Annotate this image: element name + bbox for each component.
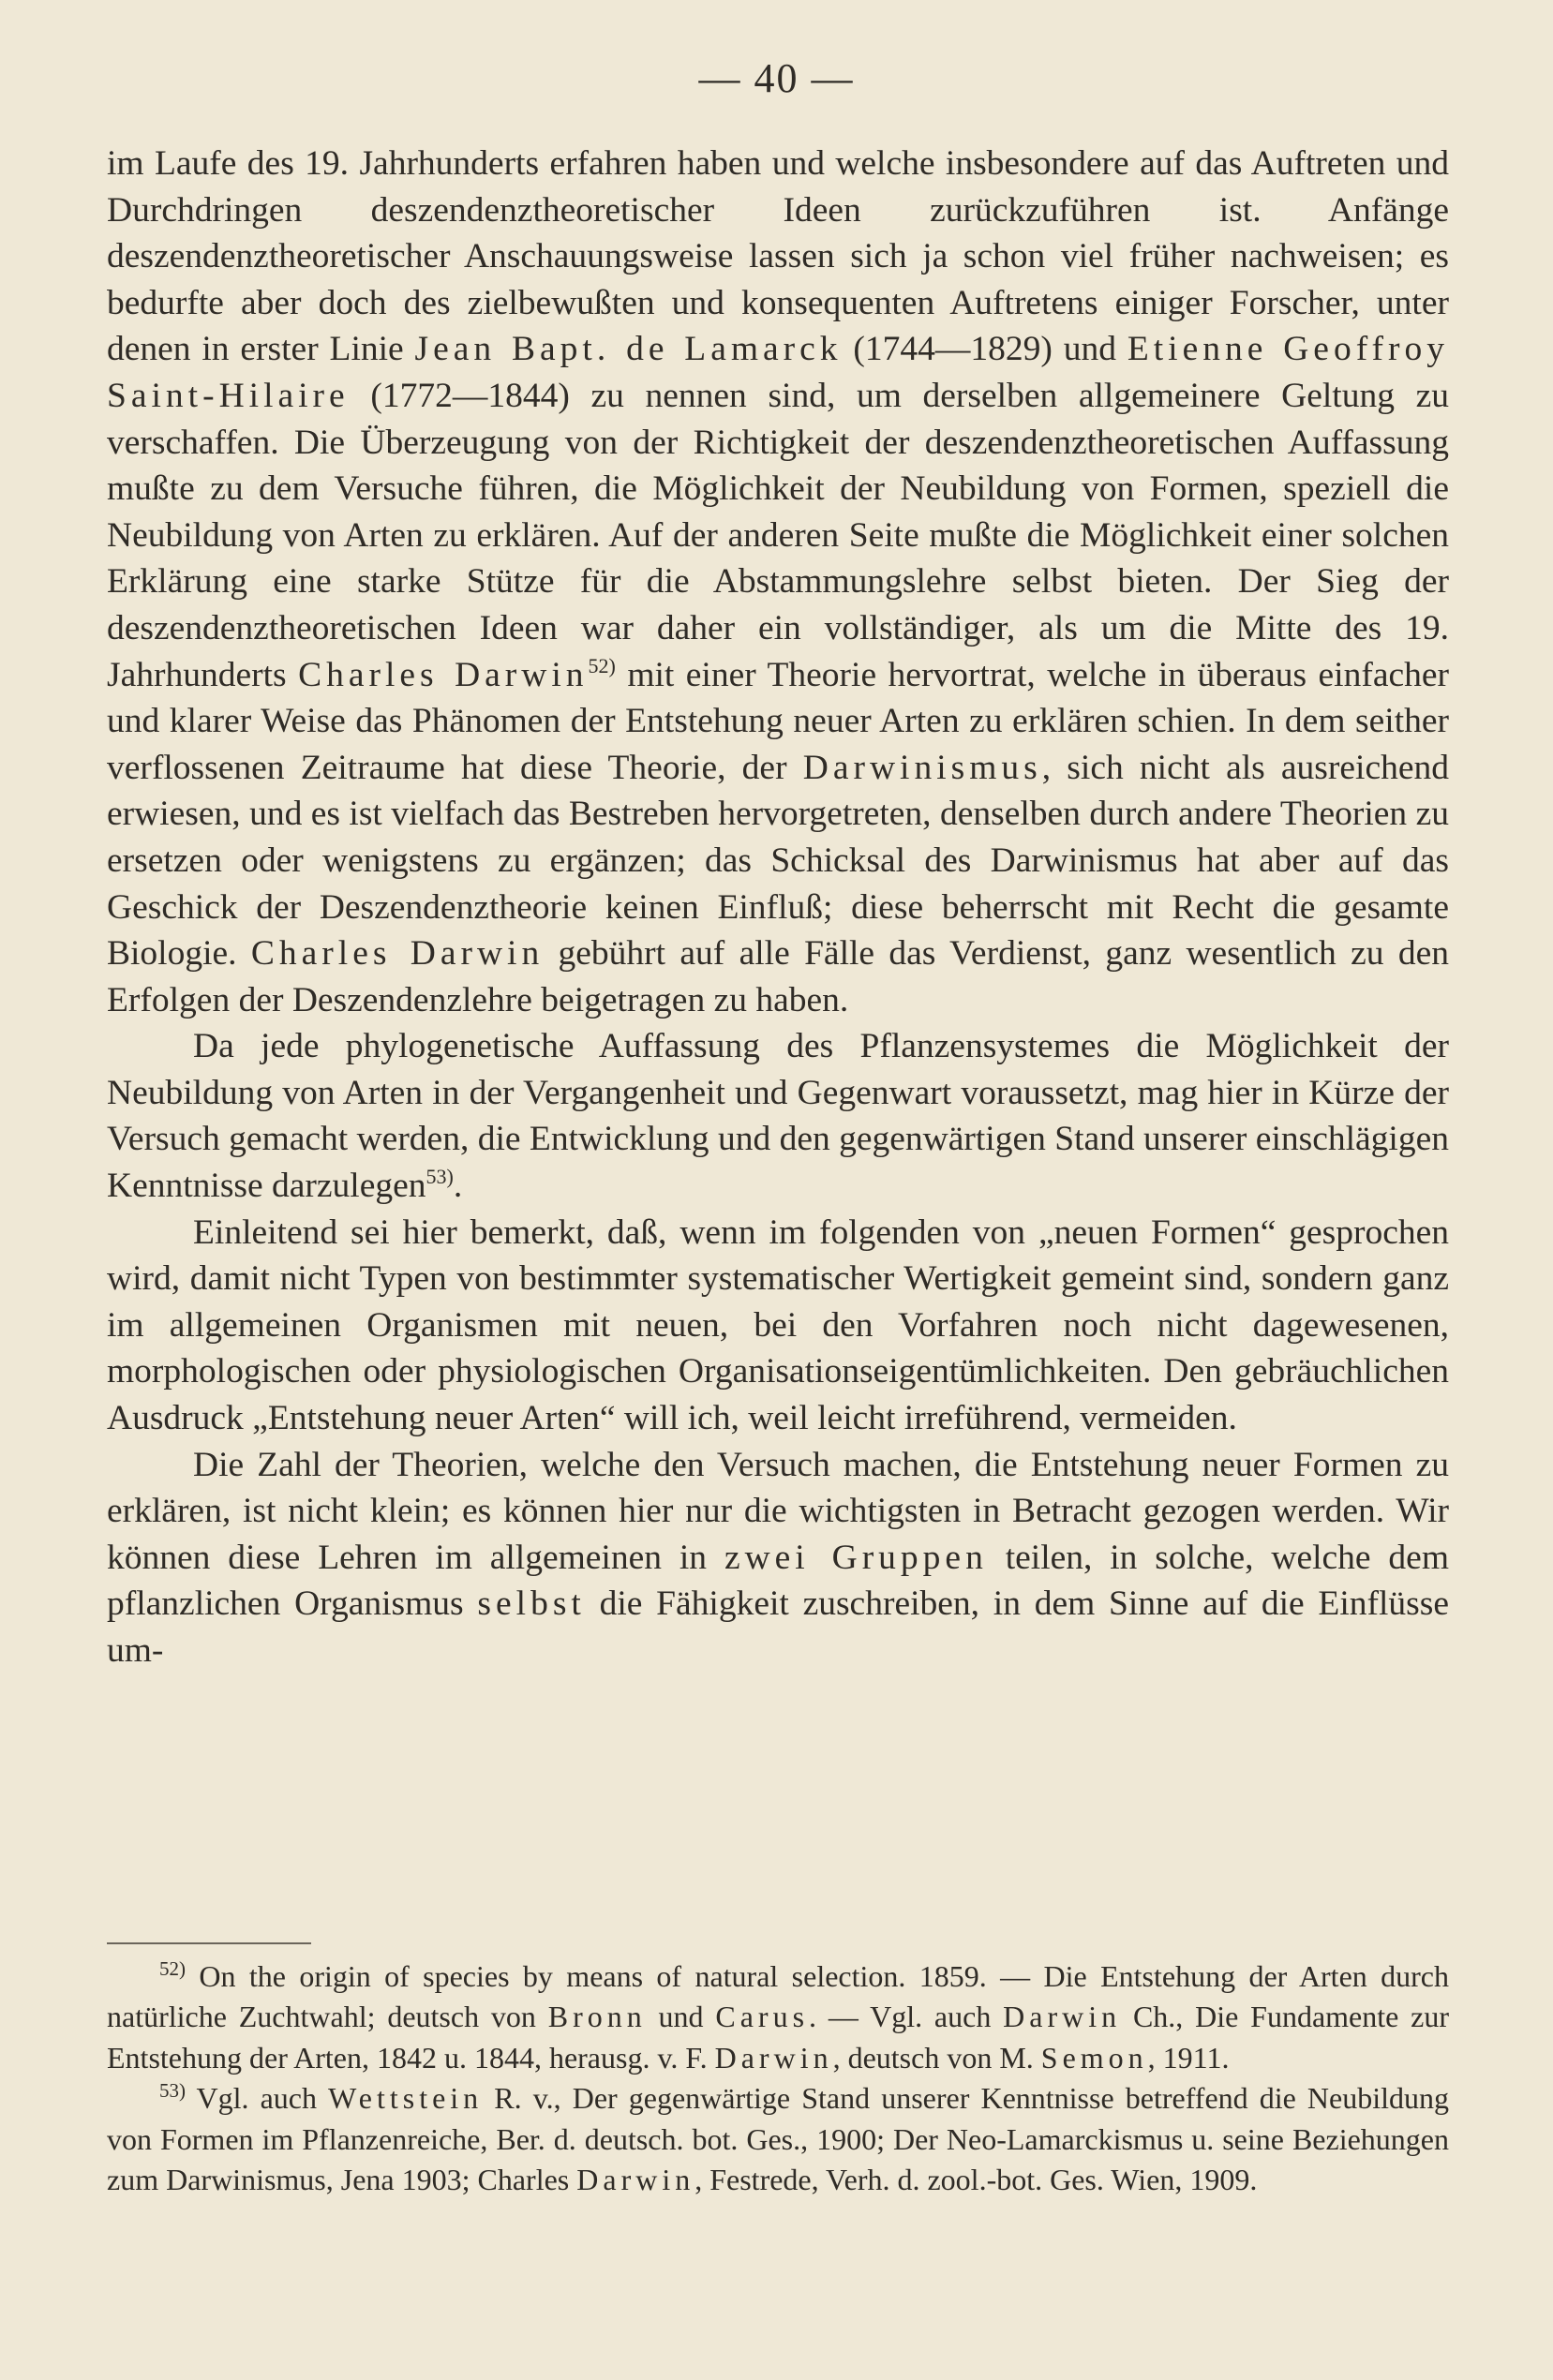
text-run: die Fähigkeit zuschreiben, in dem Sinne auf die Einflüsse um- xyxy=(107,1584,1449,1670)
spaced-name: selbst xyxy=(477,1584,586,1624)
paragraph xyxy=(107,141,1449,1023)
text-run: Die Zahl der Theorien, welche den Versuch machen, die Entstehung neuer Formen zu erklären, ist nicht klein; es können hier nur die wichtigsten in Betracht gezogen werden. Wir können diese Lehren im allgemeinen in xyxy=(107,1445,1449,1577)
text-run: mit einer Theorie hervortrat, welche in überaus einfacher und klarer Weise das Phänomen der Entstehung neuer Arten zu erklären schien. In dem seither verflossenen Zeitraume hat diese Theorie, der xyxy=(107,655,1449,787)
paragraph xyxy=(107,1210,1449,1442)
spaced-name: Semon xyxy=(1040,2040,1148,2075)
footnote-divider xyxy=(107,1942,311,1944)
text-run: . — Vgl. auch xyxy=(809,2000,1004,2034)
text-run: Einleitend sei hier bemerkt, daß, wenn im folgenden von „neuen Formen“ gesprochen wird, damit nicht Typen von bestimmter systematischer Wertigkeit gemeint sind, sondern ganz im allgemeinen Organismen mit neuen, bei den Vorfahren noch nicht dagewesenen, morphologischen oder physiologischen Organisationseigentümlichkeiten. Den gebräuchlichen Ausdruck „Entstehung neuer Arten“ will ich, weil leicht irreführend, vermeiden. xyxy=(107,1212,1449,1438)
text-run: , 1911. xyxy=(1147,2040,1230,2075)
paragraph xyxy=(107,1023,1449,1209)
text-run: teilen, in solche, welche dem pflanzlichen Organismus xyxy=(107,1538,1449,1624)
text-run: R. v., Der gegenwärtige Stand unserer Kenntnisse betreffend die Neubildung von Formen im Pflanzenreiche, Ber. d. deutsch. bot. Ges., 1900; Der Neo-Lamarckismus u. seine Beziehungen zum Darwinismus, Jena 1903; Charles xyxy=(107,2081,1450,2197)
footnote xyxy=(107,2078,1449,2200)
text-run: im Laufe des 19. Jahrhunderts erfahren haben und welche insbesondere auf das Auftreten und Durchdringen deszendenztheoretischer Ideen zurückzuführen ist. Anfänge deszendenztheoretischer Anschauungsweise lassen sich ja schon viel früher nachweisen; es bedurfte aber doch des zielbewußten und konsequenten Auftretens einiger Forscher, unter denen in erster Linie xyxy=(107,144,1449,369)
footnote-number: 52) xyxy=(159,1957,186,1980)
text-run: gebührt auf alle Fälle das Verdienst, ganz wesentlich zu den Erfolgen der Deszendenzlehre beigetragen zu haben. xyxy=(107,934,1449,1019)
spaced-name: Etienne Geoffroy Saint-Hilaire xyxy=(107,330,1449,415)
spaced-name: Jean Bapt. de Lamarck xyxy=(414,330,843,369)
paragraph xyxy=(107,1442,1449,1674)
footnote-reference: 53) xyxy=(426,1165,454,1189)
footnote xyxy=(107,1956,1449,2078)
text-run: Da jede phylogenetische Auffassung des Pflanzensystemes die Möglichkeit der Neubildung von Arten in der Vergangenheit und Gegenwart voraussetzt, mag hier in Kürze der Versuch gemacht werden, die Entwicklung und den gegenwärtigen Stand unserer einschlägigen Kenntnisse darzulegen xyxy=(107,1027,1449,1206)
spaced-name: Wettstein xyxy=(328,2081,484,2116)
spaced-name: Charles Darwin xyxy=(298,655,589,694)
footnote-number: 53) xyxy=(159,2079,186,2103)
spaced-name: Carus xyxy=(715,2000,810,2034)
text-run: , deutsch von M. xyxy=(832,2040,1041,2075)
text-run: On the origin of species by means of natural selection. 1859. — Die Entstehung der Arten durch natürliche Zuchtwahl; deutsch von xyxy=(107,1959,1449,2034)
text-run: und xyxy=(646,2000,716,2034)
text-run: Vgl. auch xyxy=(186,2081,329,2116)
spaced-name: Darwin xyxy=(576,2163,695,2197)
text-run: , Festrede, Verh. d. zool.-bot. Ges. Wien, 1909. xyxy=(694,2163,1258,2197)
text-run: , sich nicht als ausreichend erwiesen, und es ist vielfach das Bestreben hervorgetreten, denselben durch andere Theorien zu ersetzen oder wenigstens zu ergänzen; das Schicksal des Darwinismus hat aber auf das Geschick der Deszendenztheorie keinen Einfluß; diese beherrscht mit Recht die gesamte Biologie. xyxy=(107,748,1449,974)
text-run: (1772—1844) zu nennen sind, um derselben allgemeinere Geltung zu verschaffen. Die Überzeugung von der Richtigkeit der deszendenztheoretischen Auffassung mußte zu dem Versuche führen, die Möglichkeit der Neubildung von Formen, speziell die Neubildung von Arten zu erklären. Auf der anderen Seite mußte die Möglichkeit einer solchen Erklärung eine starke Stütze für die Abstammungslehre selbst bieten. Der Sieg der deszendenztheoretischen Ideen war daher ein vollständiger, als um die Mitte des 19. Jahrhunderts xyxy=(107,376,1449,694)
spaced-name: Darwin xyxy=(1003,2000,1122,2034)
spaced-name: Darwinismus xyxy=(802,748,1042,787)
text-run: Ch., Die Fundamente zur Entstehung der Arten, 1842 u. 1844, herausg. v. F. xyxy=(107,2000,1450,2075)
main-text xyxy=(107,141,1449,1674)
spaced-name: Darwin xyxy=(714,2040,833,2075)
text-run: (1744—1829) und xyxy=(842,330,1127,369)
spaced-name: Bronn xyxy=(547,2000,647,2034)
spaced-name: zwei Gruppen xyxy=(724,1538,988,1577)
spaced-name: Charles Darwin xyxy=(250,934,545,974)
footnotes xyxy=(107,1956,1449,2200)
text-run: . xyxy=(453,1167,463,1206)
page-number: — 40 — xyxy=(698,55,855,101)
footnote-reference: 52) xyxy=(588,653,616,677)
